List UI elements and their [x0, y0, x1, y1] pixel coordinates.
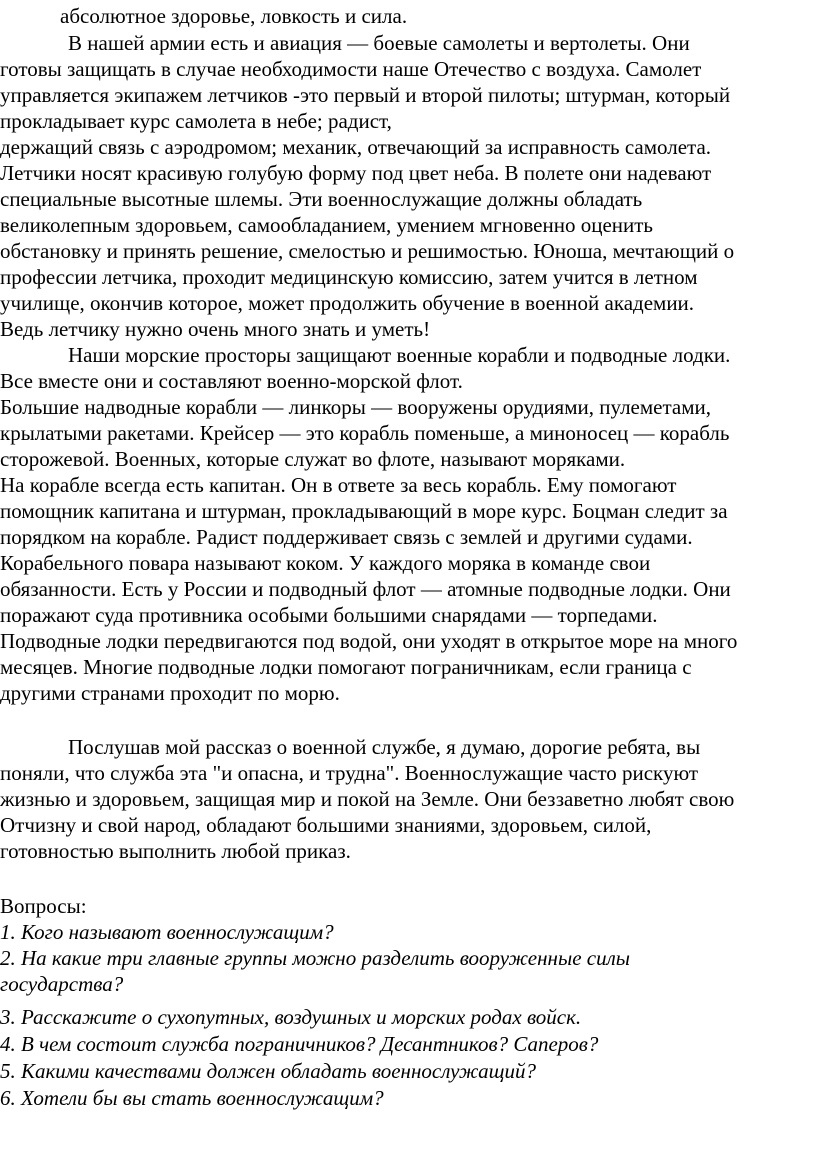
text-line: другими странами проходит по морю. — [0, 681, 340, 705]
text-line: прокладывает курс самолета в небе; радист, — [0, 109, 392, 133]
text-line: сторожевой. Военных, которые служат во флоте, называют моряками. — [0, 447, 626, 471]
text-line: великолепным здоровьем, самообладанием, умением мгновенно оценить — [0, 213, 653, 237]
text-line: Корабельного повара называют коком. У каждого моряка в команде свои — [0, 551, 651, 575]
text-line: поняли, что служба эта "и опасна, и трудна". Военнослужащие часто рискуют — [0, 761, 699, 785]
text-line: Летчики носят красивую голубую форму под цвет неба. В полете они надевают — [0, 161, 712, 185]
questions-heading: Вопросы: — [0, 894, 87, 918]
text-line: порядком на корабле. Радист поддерживает связь с землей и другими судами. — [0, 525, 693, 549]
text-line: училище, окончив которое, может продолжить обучение в военной академии. — [0, 291, 695, 315]
text-line: Отчизну и свой народ, обладают большими знаниями, здоровьем, силой, — [0, 813, 652, 837]
question-item: 4. В чем состоит служба пограничников? Десантников? Саперов? — [0, 1032, 599, 1056]
text-line: поражают суда противника особыми большими снарядами — торпедами. — [0, 603, 658, 627]
text-line: профессии летчика, проходит медицинскую комиссию, затем учится в летном — [0, 265, 698, 289]
text-line: управляется экипажем летчиков -это первый и второй пилоты; штурман, который — [0, 83, 731, 107]
paragraph-navy-first-line: Наши морские просторы защищают военные корабли и подводные лодки. — [68, 343, 731, 367]
question-item-continuation: государства? — [0, 972, 124, 996]
text-line: помощник капитана и штурман, прокладывающий в море курс. Боцман следит за — [0, 499, 728, 523]
text-line: готовы защищать в случае необходимости наше Отечество с воздуха. Самолет — [0, 57, 702, 81]
question-item: 6. Хотели бы вы стать военнослужащим? — [0, 1086, 384, 1110]
text-line: Ведь летчику нужно очень много знать и уметь! — [0, 317, 431, 341]
question-item: 1. Кого называют военнослужащим? — [0, 920, 334, 944]
text-line: обязанности. Есть у России и подводный флот — атомные подводные лодки. Они — [0, 577, 731, 601]
text-line: абсолютное здоровье, ловкость и сила. — [60, 4, 408, 28]
text-line: держащий связь с аэродромом; механик, отвечающий за исправность самолета. — [0, 135, 712, 159]
question-item: 5. Какими качествами должен обладать военнослужащий? — [0, 1059, 536, 1083]
text-line: крылатыми ракетами. Крейсер — это корабль поменьше, а миноносец — корабль — [0, 421, 730, 445]
question-item: 3. Расскажите о сухопутных, воздушных и морских родах войск. — [0, 1005, 582, 1029]
text-line: специальные высотные шлемы. Эти военнослужащие должны обладать — [0, 187, 643, 211]
text-line: готовностью выполнить любой приказ. — [0, 839, 351, 863]
paragraph-conclusion-first-line: Послушав мой рассказ о военной службе, я думаю, дорогие ребята, вы — [68, 735, 701, 759]
text-line: Все вместе они и составляют военно-морской флот. — [0, 369, 463, 393]
text-line: жизнью и здоровьем, защищая мир и покой на Земле. Они беззаветно любят свою — [0, 787, 735, 811]
text-line: Большие надводные корабли — линкоры — вооружены орудиями, пулеметами, — [0, 395, 712, 419]
text-line: месяцев. Многие подводные лодки помогают пограничникам, если граница с — [0, 655, 692, 679]
text-line: Подводные лодки передвигаются под водой, они уходят в открытое море на много — [0, 629, 738, 653]
question-item: 2. На какие три главные группы можно разделить вооруженные силы — [0, 946, 630, 970]
text-line: На корабле всегда есть капитан. Он в ответе за весь корабль. Ему помогают — [0, 473, 677, 497]
paragraph-aviation-first-line: В нашей армии есть и авиация — боевые самолеты и вертолеты. Они — [68, 31, 690, 55]
text-line: обстановку и принять решение, смелостью и решимостью. Юноша, мечтающий о — [0, 239, 735, 263]
